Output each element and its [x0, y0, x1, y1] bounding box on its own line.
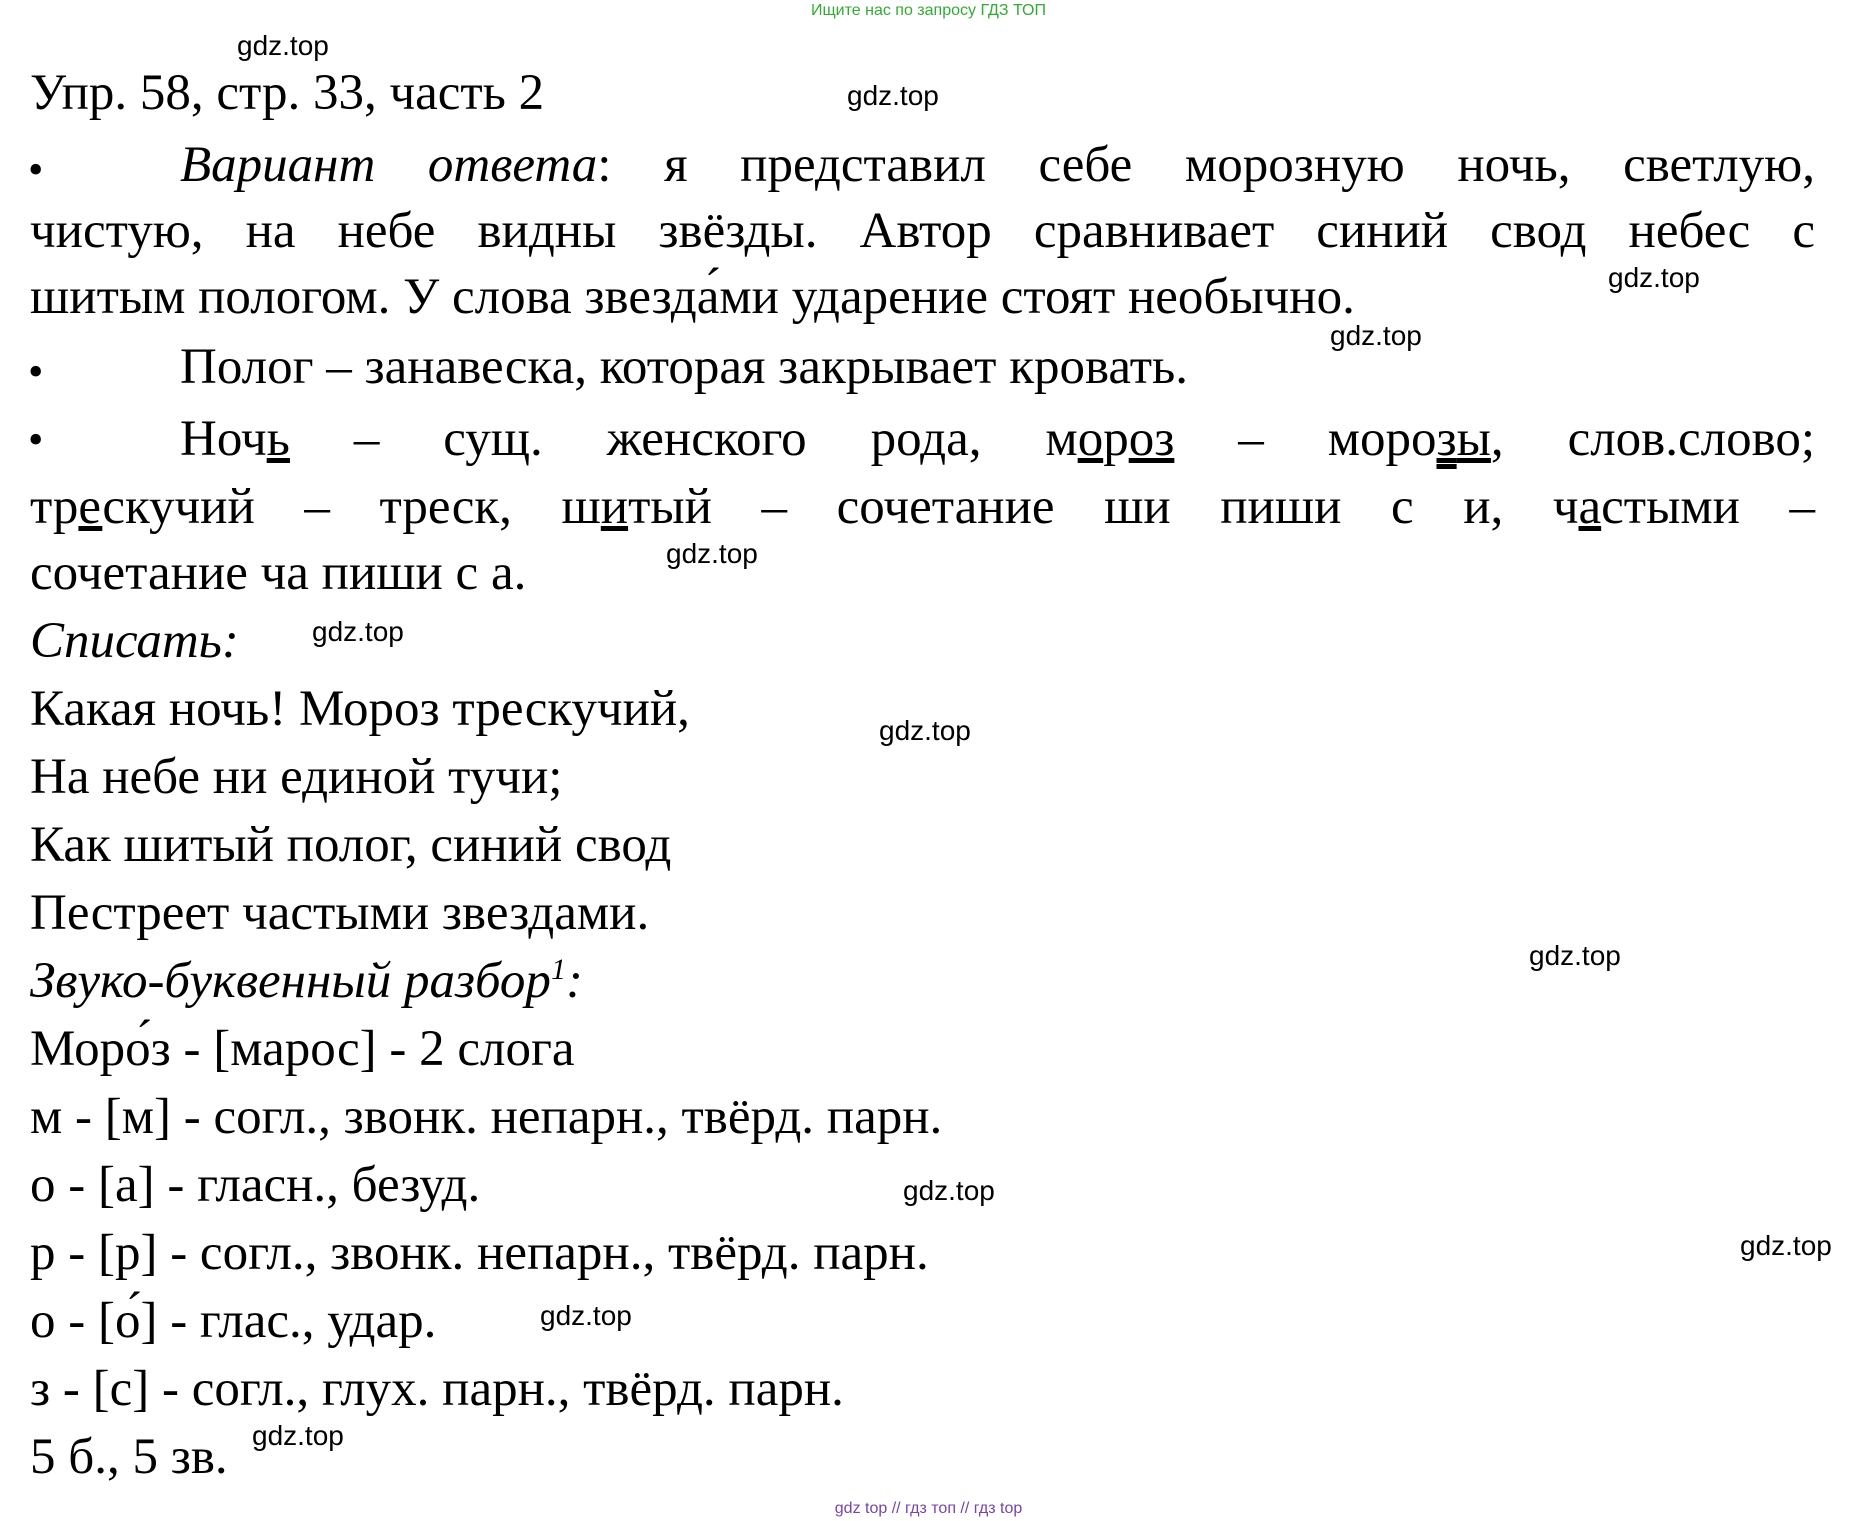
watermark: gdz.top [1740, 1230, 1832, 1261]
bullet: • [28, 415, 44, 464]
analysis-line: Моро́з - [марос] - 2 слога [30, 1021, 575, 1077]
copy-label: Списать: [30, 613, 239, 669]
answer-line-1: Вариант ответа: я представил себе морозную ночь, светлую, [180, 137, 1815, 193]
analysis-line: м - [м] - согл., звонк. непарн., твёрд. парн. [30, 1089, 943, 1145]
polog-definition: Полог – занавеска, которая закрывает кровать. [180, 339, 1189, 395]
bullet: • [28, 347, 44, 396]
poem-line: На небе ни единой тучи; [30, 749, 563, 805]
bottom-banner: gdz top // гдз топ // гдз top [834, 1500, 1023, 1517]
watermark: gdz.top [879, 715, 971, 746]
analysis-line: 5 б., 5 зв. [30, 1429, 228, 1485]
bullet: • [28, 145, 44, 194]
exercise-title: Упр. 58, стр. 33, часть 2 [30, 65, 545, 121]
poem-line: Как шитый полог, синий свод [30, 817, 672, 873]
watermark: gdz.top [903, 1175, 995, 1206]
analysis-line: о - [а] - гласн., безуд. [30, 1157, 481, 1213]
spelling-line-3: сочетание ча пиши с а. [30, 545, 527, 601]
watermark: gdz.top [1330, 320, 1422, 351]
watermark: gdz.top [666, 538, 758, 569]
watermark: gdz.top [237, 30, 329, 61]
watermark: gdz.top [312, 616, 404, 647]
watermark: gdz.top [1529, 940, 1621, 971]
poem-line: Пестреет частыми звездами. [30, 885, 650, 941]
answer-line-2: чистую, на небе видны звёзды. Автор сравнивает синий свод небес с [30, 203, 1815, 259]
poem-line: Какая ночь! Мороз трескучий, [30, 681, 690, 737]
watermark: gdz.top [1608, 262, 1700, 293]
analysis-label: Звуко-буквенный разбор$^1$: [30, 953, 583, 1009]
watermark: gdz.top [847, 80, 939, 111]
answer-line-3: шитым пологом. У слова звезда́ми ударение стоят необычно. [30, 269, 1355, 325]
spelling-line-1: Ночь – сущ. женского рода, мороз – морозы, слов.слово; [180, 411, 1815, 467]
analysis-line: о - [о́] - глас., удар. [30, 1293, 437, 1349]
analysis-line: з - [с] - согл., глух. парн., твёрд. парн. [30, 1361, 844, 1417]
top-banner: Ищите нас по запросу ГДЗ ТОП [811, 2, 1046, 19]
spelling-line-2: трескучий – треск, шитый – сочетание ши пиши с и, частыми – [30, 479, 1815, 535]
watermark: gdz.top [540, 1300, 632, 1331]
watermark: gdz.top [252, 1420, 344, 1451]
answer-label: Вариант ответа [180, 137, 598, 193]
analysis-line: р - [р] - согл., звонк. непарн., твёрд. парн. [30, 1225, 929, 1281]
